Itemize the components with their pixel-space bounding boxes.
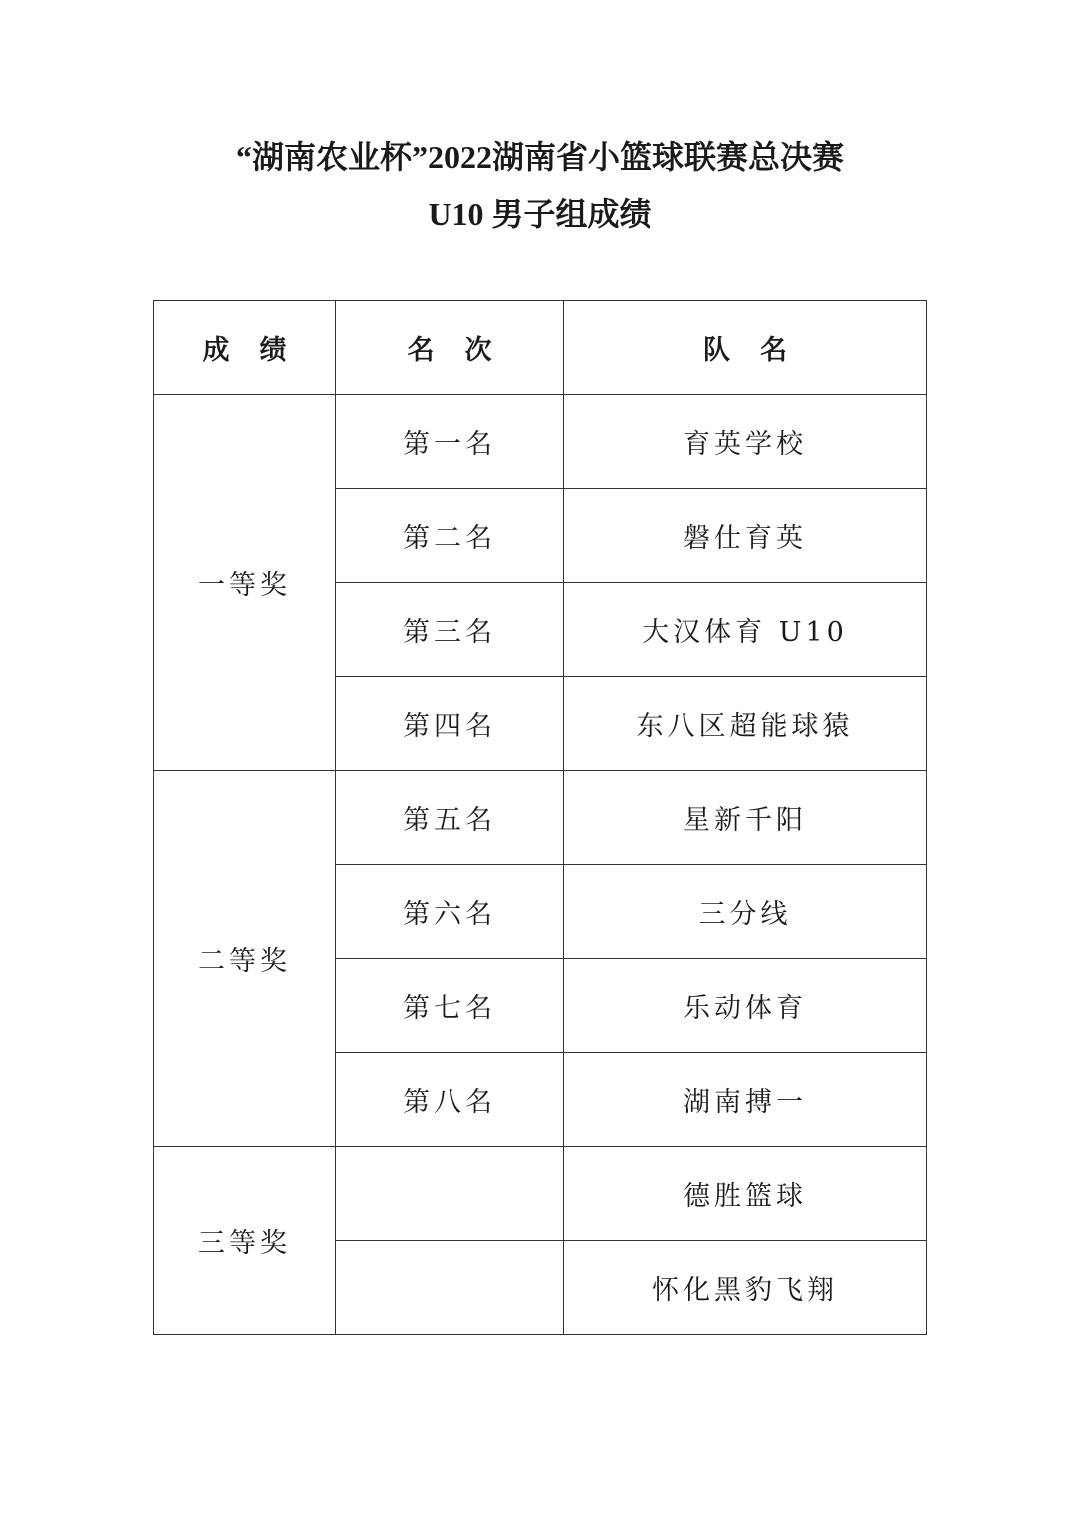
grade-cell-first-prize: 一等奖 — [154, 395, 336, 771]
rank-cell: 第五名 — [336, 771, 564, 865]
table-row — [154, 395, 927, 489]
team-cell: 东八区超能球猿 — [564, 677, 927, 771]
team-cell: 星新千阳 — [564, 771, 927, 865]
table-row — [154, 1147, 927, 1241]
header-row — [154, 301, 927, 395]
rank-cell — [336, 1147, 564, 1241]
header-grade: 成绩 — [154, 301, 336, 395]
rank-cell — [336, 1241, 564, 1335]
team-cell: 怀化黑豹飞翔 — [564, 1241, 927, 1335]
document-title: “湖南农业杯”2022湖南省小篮球联赛总决赛 — [235, 139, 844, 175]
team-cell: 大汉体育 U10 — [564, 583, 927, 677]
rank-cell: 第三名 — [336, 583, 564, 677]
grade-cell-third-prize: 三等奖 — [154, 1147, 336, 1335]
document-subtitle: U10 男子组成绩 — [428, 196, 652, 232]
results-table — [153, 300, 927, 1335]
rank-cell: 第四名 — [336, 677, 564, 771]
rank-cell: 第八名 — [336, 1053, 564, 1147]
team-cell: 德胜篮球 — [564, 1147, 927, 1241]
team-cell: 育英学校 — [564, 395, 927, 489]
header-rank: 名次 — [336, 301, 564, 395]
header-team: 队名 — [564, 301, 927, 395]
rank-cell: 第七名 — [336, 959, 564, 1053]
rank-cell: 第一名 — [336, 395, 564, 489]
team-cell: 磐仕育英 — [564, 489, 927, 583]
team-cell: 乐动体育 — [564, 959, 927, 1053]
grade-cell-second-prize: 二等奖 — [154, 771, 336, 1147]
team-cell: 湖南搏一 — [564, 1053, 927, 1147]
rank-cell: 第二名 — [336, 489, 564, 583]
table-row — [154, 771, 927, 865]
rank-cell: 第六名 — [336, 865, 564, 959]
team-cell: 三分线 — [564, 865, 927, 959]
